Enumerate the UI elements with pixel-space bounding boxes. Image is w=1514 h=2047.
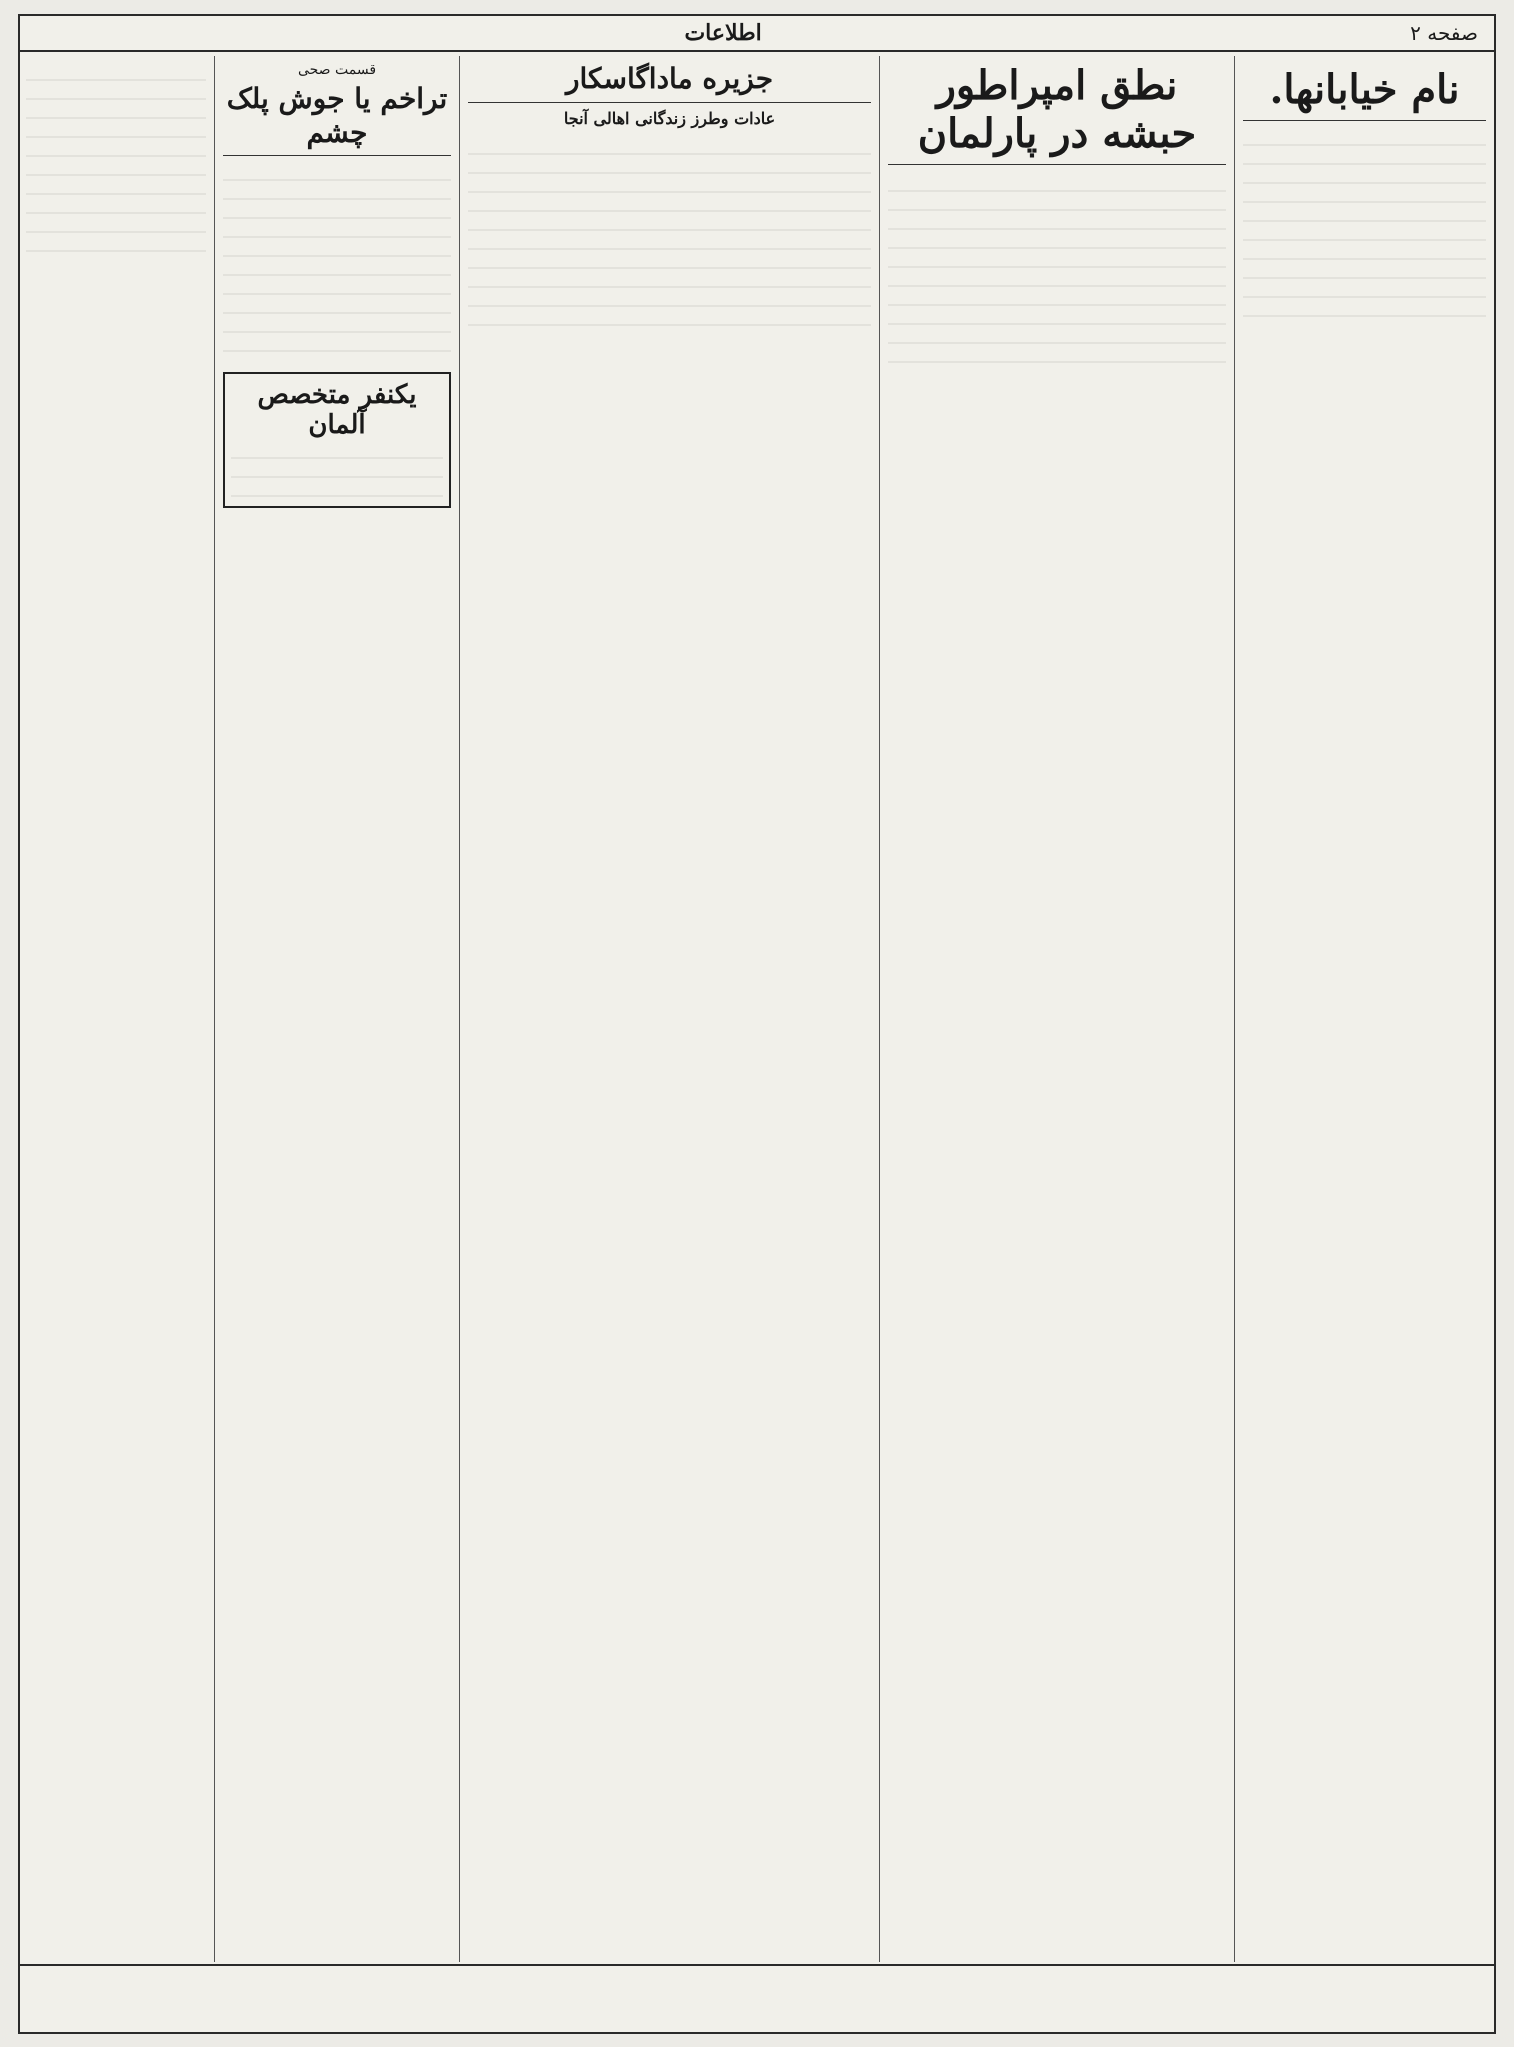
article-headline: تراخم یا جوش پلک چشم [223, 82, 451, 156]
article-headline: نطق امپراطور حبشه در پارلمان [888, 62, 1226, 165]
footer-advertisement [20, 1964, 1494, 2032]
page-header [20, 16, 1494, 52]
ad-title: یکنفر متخصص آلمان [257, 380, 417, 441]
ad-text [231, 440, 443, 500]
article-body [1243, 127, 1486, 327]
newspaper-page [18, 14, 1496, 2034]
column-street-names [1234, 56, 1494, 1962]
advertisement-box [223, 372, 451, 508]
column-health [214, 56, 459, 1962]
column-kicker: قسمت صحی [297, 62, 377, 78]
article-subheadline: عادات وطرز زندگانی اهالی آنجا [563, 108, 776, 128]
column-ethiopia-speech [879, 56, 1234, 1962]
article-headline: نام خیابانها. [1243, 66, 1486, 121]
article-body [468, 136, 871, 336]
paper-name: اطلاعات [684, 20, 762, 46]
column-misc [18, 56, 214, 1962]
article-headline: جزیره ماداگاسکار [468, 62, 871, 103]
article-body [26, 62, 206, 262]
page-number: صفحه ۲ [1410, 21, 1478, 45]
column-madagascar [459, 56, 879, 1962]
article-body [888, 173, 1226, 373]
article-body [223, 162, 451, 362]
